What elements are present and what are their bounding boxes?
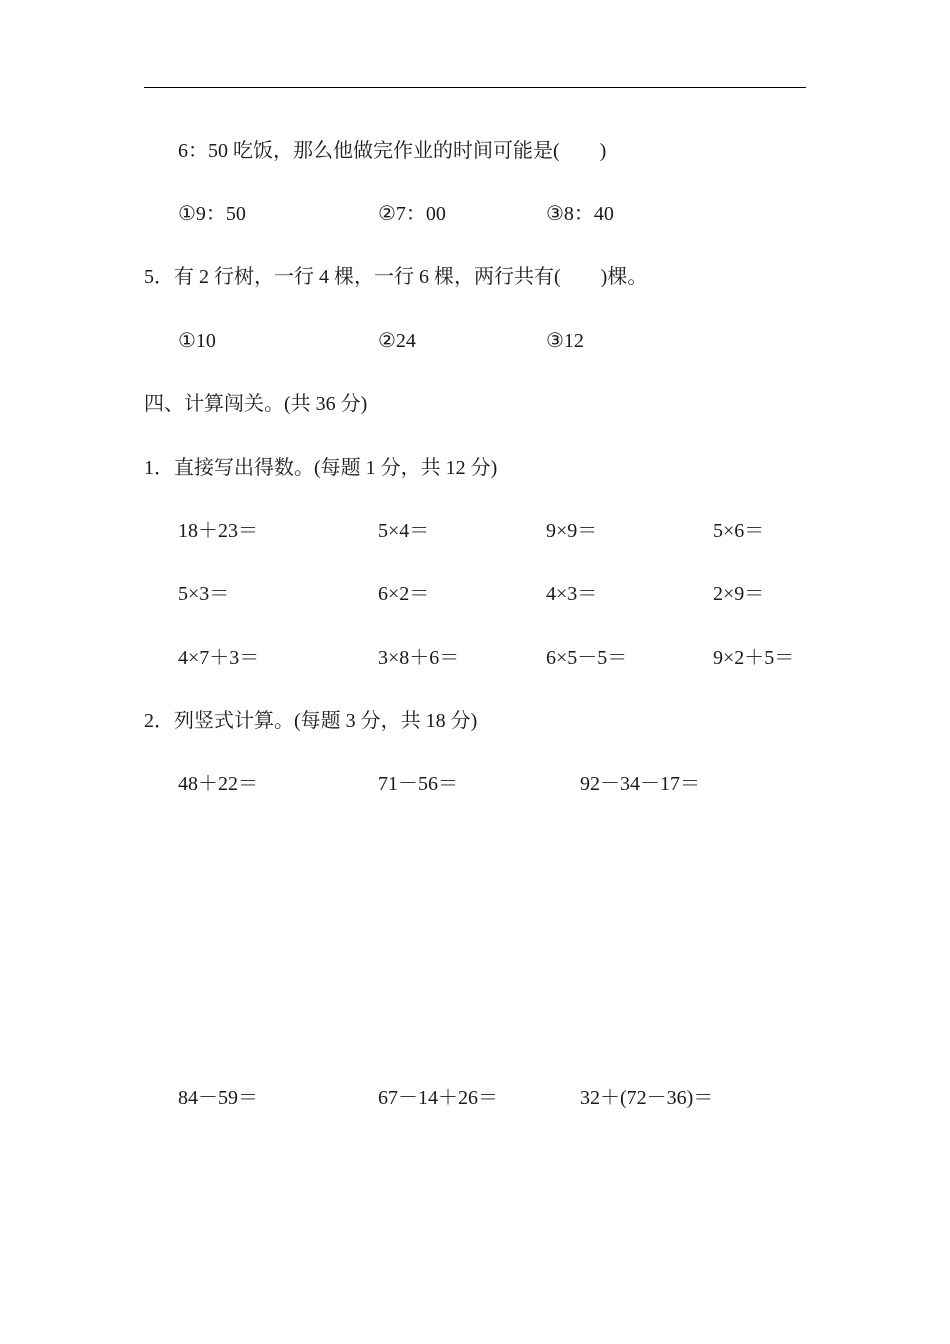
part-2-title: 2．列竖式计算。(每题 3 分，共 18 分) — [144, 710, 478, 732]
calc-item: 4×7＋3＝ — [178, 647, 260, 669]
calc-item: 4×3＝ — [546, 583, 598, 605]
option-3: ③8：40 — [546, 203, 614, 225]
vertical-calc-item: 71－56＝ — [378, 773, 458, 795]
calc-item: 9×9＝ — [546, 520, 598, 542]
vertical-calc-item: 92－34－17＝ — [580, 773, 700, 795]
vertical-calc-item: 67－14＋26＝ — [378, 1087, 498, 1109]
calc-item: 5×3＝ — [178, 583, 230, 605]
calc-item: 2×9＝ — [713, 583, 765, 605]
vertical-calc-item: 32＋(72－36)＝ — [580, 1087, 714, 1109]
section-4-title: 四、计算闯关。(共 36 分) — [144, 393, 368, 415]
option-2: ②7：00 — [378, 203, 446, 225]
option-2: ②24 — [378, 330, 416, 352]
question-4-continuation: 6：50 吃饭，那么他做完作业的时间可能是( ) — [178, 140, 607, 162]
calc-item: 6×2＝ — [378, 583, 430, 605]
calc-item: 3×8＋6＝ — [378, 647, 460, 669]
option-1: ①9：50 — [178, 203, 246, 225]
option-1: ①10 — [178, 330, 216, 352]
question-5: 5．有 2 行树，一行 4 棵，一行 6 棵，两行共有( )棵。 — [144, 266, 648, 288]
vertical-calc-item: 48＋22＝ — [178, 773, 258, 795]
calc-item: 5×6＝ — [713, 520, 765, 542]
calc-item: 18＋23＝ — [178, 520, 258, 542]
header-rule — [144, 87, 806, 88]
calc-item: 6×5－5＝ — [546, 647, 628, 669]
calc-item: 5×4＝ — [378, 520, 430, 542]
vertical-calc-item: 84－59＝ — [178, 1087, 258, 1109]
option-3: ③12 — [546, 330, 584, 352]
part-1-title: 1．直接写出得数。(每题 1 分，共 12 分) — [144, 457, 498, 479]
calc-item: 9×2＋5＝ — [713, 647, 795, 669]
